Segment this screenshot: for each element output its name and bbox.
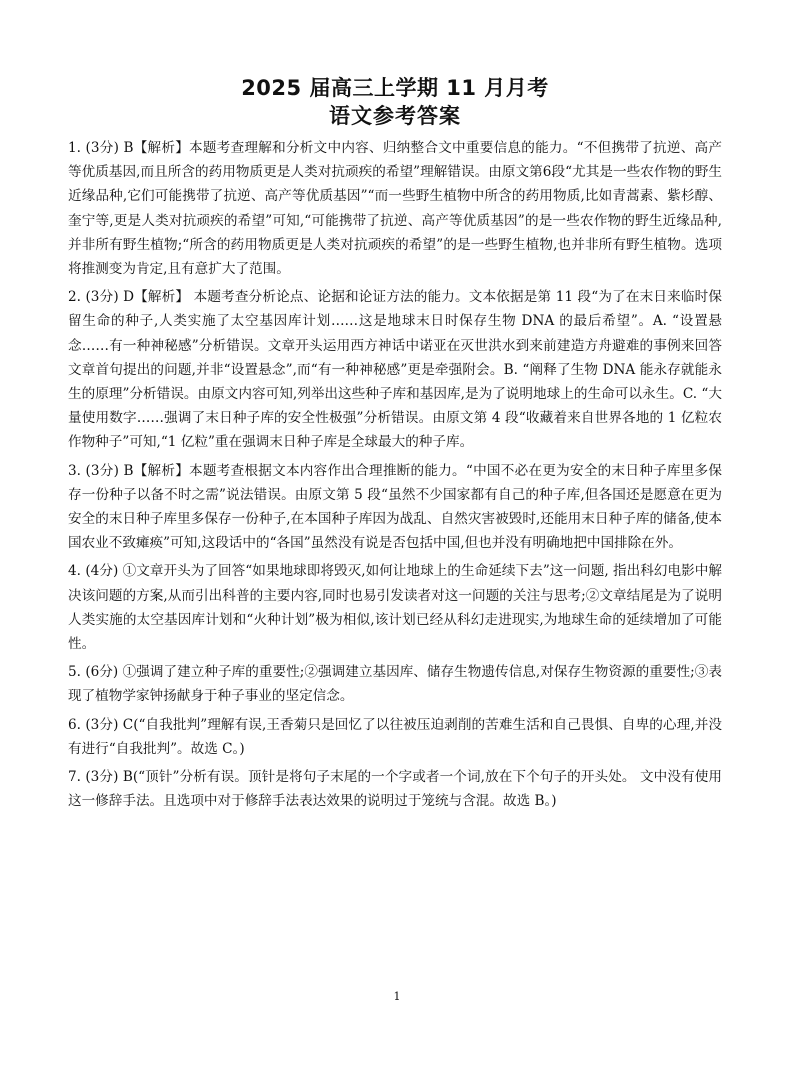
answer-3: 3. (3分) B【解析】本题考查根据文本内容作出合理推断的能力。“中国不必在更为安全的末日种子库里多保存一份种子以备不时之需”说法错误。由原文第 5 段“虽然不少国家都有自己的种子库,但各国还是愿意在更为安全的末日种子库里多保存一份种子,在本国种子库因为战乱、自然灾害被毁时,还能用末日种子库的储备,使本国农业不致瘫痪”可知,这段话中的“各国”虽然没有说是否包括中国,但也并没有明确地把中国排除在外。 xyxy=(68,462,722,552)
answer-5: 5. (6分) ①强调了建立种子库的重要性;②强调建立基因库、储存生物遗传信息,对保存生物资源的重要性;③表现了植物学家钟扬献身于种子事业的坚定信念。 xyxy=(68,664,722,705)
answer-6: 6. (3分) C(“自我批判”理解有误,王香菊只是回忆了以往被压迫剥削的苦难生活和自己畏惧、自卑的心理,并没有进行“自我批判”。故选 C。) xyxy=(68,716,722,757)
page-number: 1 xyxy=(393,990,401,1003)
answer-2: 2. (3分) D【解析】 本题考查分析论点、论据和论证方法的能力。文本依据是第 11 段“为了在末日来临时保留生命的种子,人类实施了太空基因库计划……这是地球末日时保存生物 DNA 的最后希望”。A. “设置悬念……有一种神秘感”分析错误。文章开头运用西方神话中诺亚在灭世洪水到来前建造方舟避难的事例来回答文章首句提出的问题,并非“设置悬念”,而“有一种神秘感”更是牵强附会。B. “阐释了生物 DNA 能永存就能永生的原理”分析错误。由原文内容可知,列举出这些种子库和基因库,是为了说明地球上的生命可以永生。C. “大量使用数字……强调了末日种子库的安全性极强”分析错误。由原文第 4 段“收藏着来自世界各地的 1 亿粒农作物种子”可知,“1 亿粒”重在强调末日种子库是全球最大的种子库。 xyxy=(68,289,722,451)
answer-1: 1. (3分) B【解析】本题考查理解和分析文中内容、归纳整合文中重要信息的能力。“不但携带了抗逆、高产等优质基因,而且所含的药用物质更是人类对抗顽疾的希望”理解错误。由原文第6段“尤其是一些农作物的野生近缘品种,它们可能携带了抗逆、高产等优质基因”“而一些野生植物中所含的药用物质,比如青蒿素、紫杉醇、奎宁等,更是人类对抗顽疾的希望”可知,“可能携带了抗逆、高产等优质基因”的是一些农作物的野生近缘品种,并非所有野生植物;“所含的药用物质更是人类对抗顽疾的希望”的是一些野生植物,也并非所有野生植物。选项将推测变为肯定,且有意扩大了范围。 xyxy=(68,140,722,278)
answer-7: 7. (3分) B(“顶针”分析有误。顶针是将句子末尾的一个字或者一个词,放在下个句子的开头处。 文中没有使用这一修辞手法。且选项中对于修辞手法表达效果的说明过于笼统与含混。故选 B。) xyxy=(68,769,722,810)
page-subtitle: 语文参考答案 xyxy=(329,104,461,128)
answer-4: 4. (4分) ①文章开头为了回答“如果地球即将毁灭,如何让地球上的生命延续下去”这一问题, 指出科幻电影中解决该问题的方案,从而引出科普的主要内容,同时也易引发读者对这一问题的关注与思考;②文章结尾是为了说明人类实施的太空基因库计划和“火种计划”极为相似,该计划已经从科幻走进现实,为地球生命的延续增加了可能性。 xyxy=(68,563,722,653)
page-title: 2025 届高三上学期 11 月月考 xyxy=(241,76,549,100)
